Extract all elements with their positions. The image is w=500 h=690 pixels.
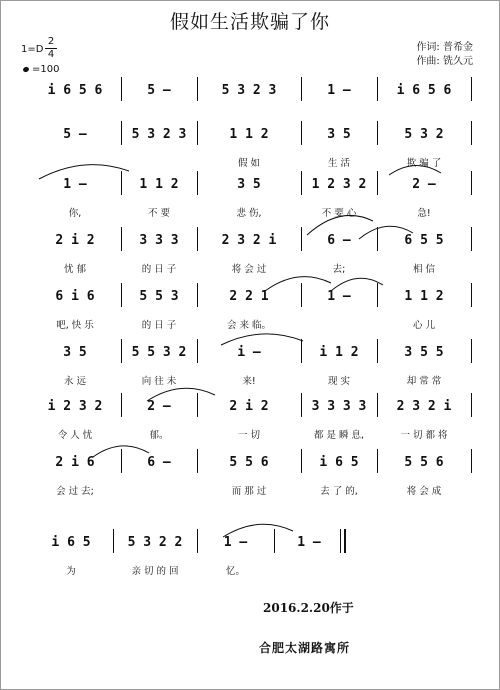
measure-notes: 5 – [147, 82, 171, 98]
slur-layer [1, 1, 499, 689]
lyric-text: 而 那 过 [231, 486, 267, 497]
measure-notes: i – [237, 344, 261, 360]
lyric-text: 不 要 心 [321, 208, 357, 219]
lyric-text: 欺 骗 了 [406, 158, 442, 169]
measure-notes: 6 i 6 [55, 288, 95, 304]
measure-notes: 1 1 2 [229, 126, 269, 142]
composition-date: 2016.2.20作于 [263, 601, 354, 615]
measure-notes: 3 3 3 3 [311, 398, 367, 414]
measure-notes: 2 – [412, 176, 436, 192]
lyric-text: 去 了 的, [320, 486, 358, 497]
measure-notes: i 6 5 6 [47, 82, 103, 98]
slur-arc [93, 446, 149, 457]
lyric-text: 的 日 子 [141, 264, 177, 275]
lyric-text: 忧 郁 [63, 264, 87, 275]
composition-place: 合肥太湖路寓所 [259, 641, 351, 655]
lyric-text: 一 切 [237, 430, 261, 441]
key-signature: 1=D [21, 44, 44, 55]
measure-notes: 3 5 [63, 344, 87, 360]
slur-arc [389, 165, 441, 175]
lyric-text: 急! [417, 208, 431, 219]
measure-notes: i 6 5 [319, 454, 359, 470]
measure-notes: i 6 5 6 [396, 82, 452, 98]
measure-notes: 6 5 5 [404, 232, 444, 248]
measure-notes: 1 – [297, 534, 321, 550]
measure-notes: 1 – [223, 534, 248, 550]
measure-notes: 5 – [63, 126, 87, 142]
lyric-text: 将 会 过 [231, 264, 267, 275]
slur-arc [307, 215, 373, 235]
lyric-text: 会 过 去; [56, 486, 94, 497]
measure-notes: 5 3 2 3 [131, 126, 187, 142]
slur-arc [221, 334, 303, 345]
measure-notes: i 1 2 [319, 344, 359, 360]
lyric-text: 生 活 [327, 158, 351, 169]
lyric-text: 不 要 [147, 208, 171, 219]
measure-notes: 1 2 3 2 [311, 176, 367, 192]
lyric-text: 去; [332, 264, 346, 275]
lyric-text: 会 来 临。 [226, 320, 272, 331]
measure-notes: 1 1 2 [404, 288, 444, 304]
lyric-text: 吧, 快 乐 [56, 320, 94, 331]
measure-notes: 5 5 6 [404, 454, 444, 470]
song-title: 假如生活欺骗了你 [169, 11, 330, 33]
measure-notes: 5 5 3 2 [131, 344, 187, 360]
measure-notes: 2 i 2 [55, 232, 95, 248]
lyric-text: 悲 伤, [236, 208, 262, 219]
measure-notes: 1 – [327, 82, 351, 98]
lyric-text: 亲 切 的 回 [131, 566, 179, 577]
measure-notes: 6 – [147, 454, 171, 470]
lyric-text: 心 儿 [412, 320, 436, 331]
slur-arc [223, 524, 293, 537]
measure-notes: 3 5 [237, 176, 261, 192]
lyric-text: 你, [68, 208, 82, 219]
measure-notes: 2 3 2 i [396, 398, 452, 414]
measure-notes: 5 5 6 [229, 454, 269, 470]
lyric-text: 却 常 常 [406, 376, 442, 387]
slur-arc [265, 277, 331, 291]
lyric-text: 都 是 瞬 息, [313, 430, 365, 441]
lyric-text: 忆。 [225, 566, 245, 577]
measure-notes: 5 3 2 2 [127, 534, 183, 550]
measure-notes: 2 – [147, 398, 171, 414]
lyric-text: 将 会 成 [406, 486, 442, 497]
measure-notes: 5 3 2 3 [221, 82, 277, 98]
lyric-text: 现 实 [327, 376, 351, 387]
measure-notes: 2 i 2 [229, 398, 269, 414]
lyric-text: 永 远 [63, 376, 87, 387]
lyric-text: 令 人 忧 [57, 430, 93, 441]
measure-notes: 5 3 2 [404, 126, 444, 142]
tempo-value: =100 [32, 64, 60, 75]
measure-notes: 3 5 [327, 126, 351, 142]
measure-notes: 3 3 3 [139, 232, 179, 248]
slur-arc [359, 226, 413, 239]
lyricist-credit: 作词: 普希金 [416, 42, 473, 53]
lyric-text: 一 切 都 将 [400, 430, 448, 441]
measure-notes: 5 5 3 [139, 288, 179, 304]
composer-credit: 作曲: 铣久元 [416, 56, 473, 67]
lyric-text: 来! [242, 376, 256, 387]
measure-notes: i 6 5 [51, 534, 91, 550]
measure-notes: 2 3 2 i [221, 232, 277, 248]
slur-arc [39, 165, 129, 179]
measure-notes: 3 5 5 [404, 344, 444, 360]
lyric-text: 相 信 [412, 264, 436, 275]
measure-notes: 1 – [63, 176, 87, 192]
measure-notes: i 2 3 2 [47, 398, 103, 414]
lyric-text: 假 如 [237, 158, 261, 169]
measure-notes: 1 – [327, 288, 351, 304]
slur-arc [331, 278, 383, 291]
slur-arc [147, 388, 215, 401]
lyric-text: 向 往 未 [141, 376, 177, 387]
lyric-text: 郁。 [149, 430, 169, 441]
measure-notes: 1 1 2 [139, 176, 179, 192]
lyric-text: 的 日 子 [141, 320, 177, 331]
time-signature-bottom: 4 [47, 49, 55, 60]
time-signature-top: 2 [47, 36, 55, 47]
measure-notes: 2 2 1 [229, 288, 269, 304]
measure-notes: 6 – [327, 232, 351, 248]
measure-notes: 2 i 6 [55, 454, 95, 470]
lyric-text: 为 [66, 566, 76, 577]
